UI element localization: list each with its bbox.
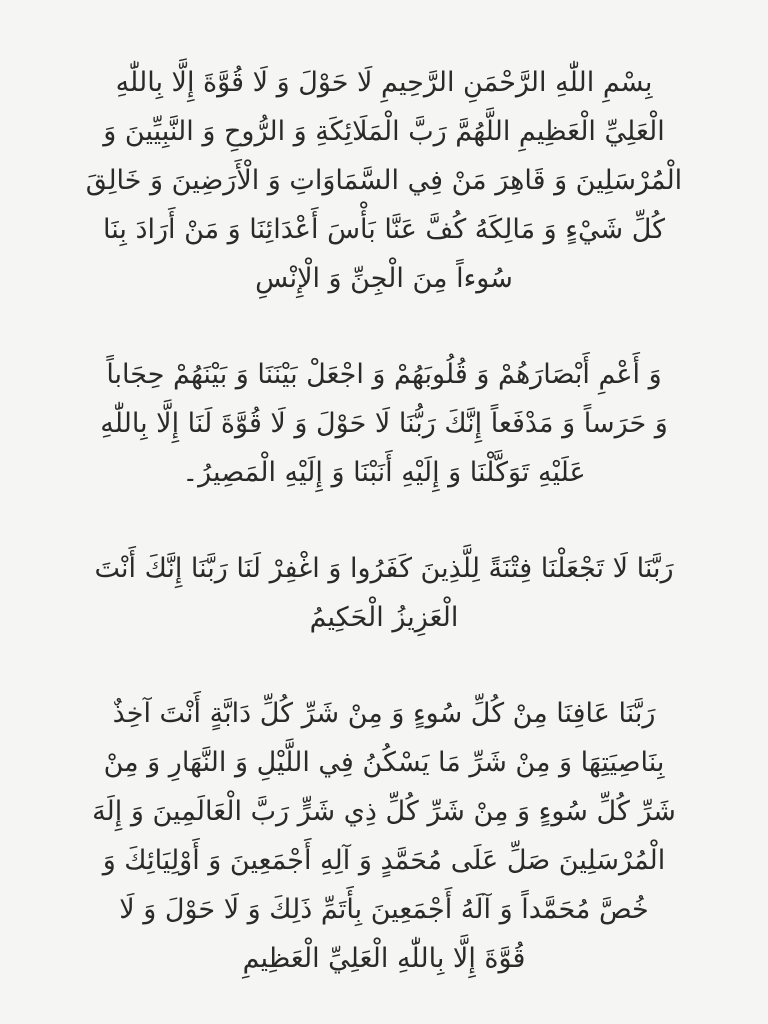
paragraph-2: وَ أَعْمِ أَبْصَارَهُمْ وَ قُلُوبَهُمْ وَ اجْعَلْ بَيْنَنَا وَ بَيْنَهُمْ حِجَاباً وَ حَرَساً وَ مَدْفَعاً إِنَّكَ رَبُّنَا لَا حَوْلَ وَ لَا قُوَّةَ لَنَا إِلَّا بِاللّٰهِ عَلَيْهِ تَوَكَّلْنَا وَ إِلَيْهِ أَنَبْنَا وَ إِلَيْهِ الْمَصِيرُ۔ bbox=[100, 359, 668, 488]
paragraph-1: بِسْمِ اللّٰهِ الرَّحْمَنِ الرَّحِيمِ لَا حَوْلَ وَ لَا قُوَّةَ إِلَّا بِاللّٰهِ الْعَلِيِّ الْعَظِيمِ اللَّهُمَّ رَبَّ الْمَلَائِكَةِ وَ الرُّوحِ وَ النَّبِيِّينَ وَ الْمُرْسَلِينَ وَ قَاهِرَ مَنْ فِي السَّمَاوَاتِ وَ الْأَرَضِينَ وَ خَالِقَ كُلِّ شَيْءٍ وَ مَالِكَهُ كُفَّ عَنَّا بَأْسَ أَعْدَائِنَا وَ مَنْ أَرَادَ بِنَا سُوءاً مِنَ الْجِنِّ وَ الْإِنْسِ bbox=[85, 67, 683, 294]
paragraph-3: رَبَّنَا لَا تَجْعَلْنَا فِتْنَةً لِلَّذِينَ كَفَرُوا وَ اغْفِرْ لَنَا رَبَّنَا إِنَّكَ أَنْتَ الْعَزِيزُ الْحَكِيمُ bbox=[94, 553, 674, 633]
paragraph-4: رَبَّنَا عَافِنَا مِنْ كُلِّ سُوءٍ وَ مِنْ شَرِّ كُلِّ دَابَّةٍ أَنْتَ آخِذٌ بِنَاصِيَتِهَا وَ مِنْ شَرِّ مَا يَسْكُنُ فِي اللَّيْلِ وَ النَّهَارِ وَ مِنْ شَرِّ كُلِّ سُوءٍ وَ مِنْ شَرِّ كُلِّ ذِي شَرٍّ رَبَّ الْعَالَمِينَ وَ إِلَهَ الْمُرْسَلِينَ صَلِّ عَلَى مُحَمَّدٍ وَ آلِهِ أَجْمَعِينَ وَ أَوْلِيَائِكَ وَ خُصَّ مُحَمَّداً وَ آلَهُ أَجْمَعِينَ بِأَتَمِّ ذَلِكَ وَ لَا حَوْلَ وَ لَا قُوَّةَ إِلَّا بِاللّٰهِ الْعَلِيِّ الْعَظِيمِ bbox=[92, 698, 676, 974]
